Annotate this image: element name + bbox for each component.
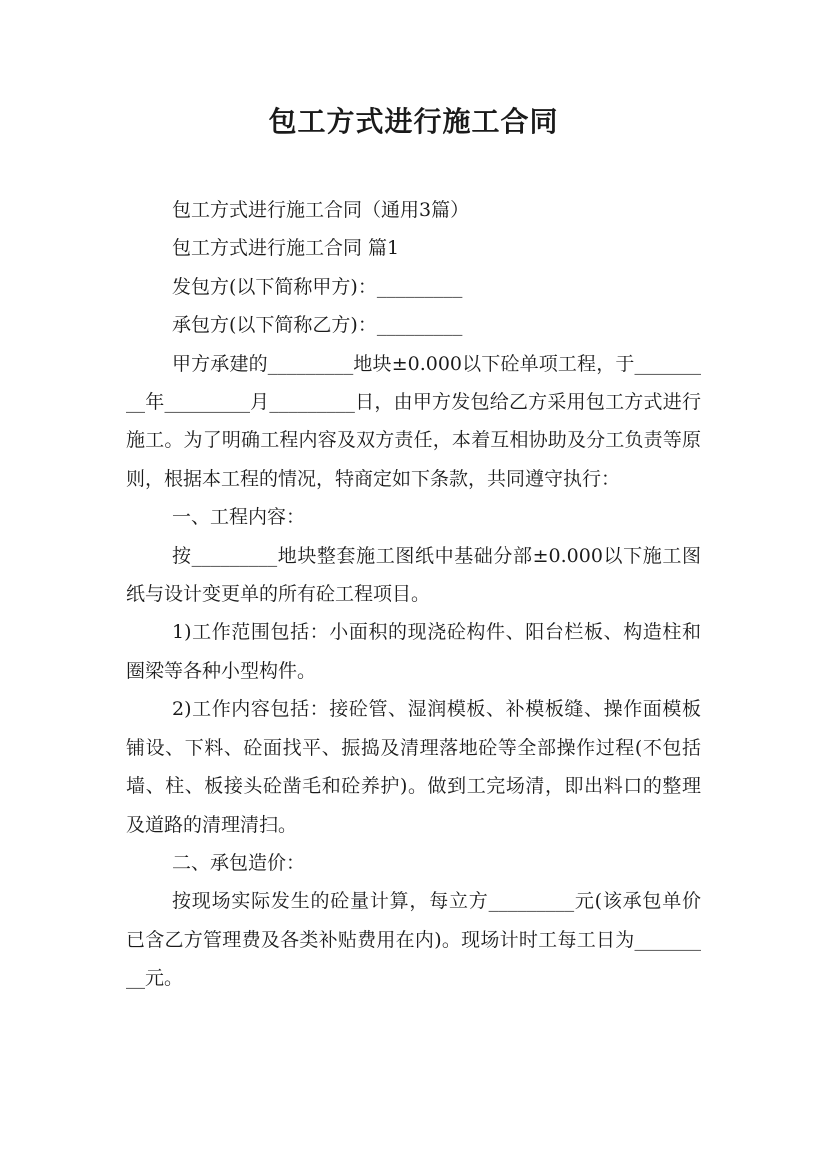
paragraph-section-2-body: 按现场实际发生的砼量计算，每立方_________元(该承包单价已含乙方管理费及各类补贴费用在内)。现场计时工每工日为_________元。: [126, 890, 701, 990]
paragraph-party-b: 承包方(以下简称乙方)：_________: [172, 314, 463, 337]
paragraph-section-1-title: 一、工程内容：: [172, 506, 306, 529]
paragraph-section-2-title: 二、承包造价：: [172, 851, 306, 874]
paragraph-preamble: 甲方承建的_________地块±0.000以下砼单项工程，于_________年_________月_________日，由甲方发包给乙方采用包工方式进行施工。为了明确工程内容及双方责任，本着互相协助及分工负责等原则，根据本工程的情况，特商定如下条款，共同遵守执行：: [126, 352, 701, 490]
paragraph-heading-part1: 包工方式进行施工合同 篇1: [172, 237, 400, 260]
paragraph-section-1-body: 按_________地块整套施工图纸中基础分部±0.000以下施工图纸与设计变更单的所有砼工程项目。: [126, 544, 701, 606]
document-title: 包工方式进行施工合同: [268, 105, 559, 138]
paragraph-party-a: 发包方(以下简称甲方)：_________: [172, 275, 463, 298]
document-body: [126, 191, 701, 998]
paragraph-work-content: 2)工作内容包括：接砼管、湿润模板、补模板缝、操作面模板铺设、下料、砼面找平、振捣及清理落地砼等全部操作过程(不包括墙、柱、板接头砼凿毛和砼养护)。做到工完场清，即出料口的整理及道路的清理清扫。: [126, 698, 701, 836]
paragraph-scope: 1)工作范围包括：小面积的现浇砼构件、阳台栏板、构造柱和圈梁等各种小型构件。: [126, 621, 701, 682]
paragraph-heading-general: 包工方式进行施工合同（通用3篇）: [172, 199, 470, 221]
